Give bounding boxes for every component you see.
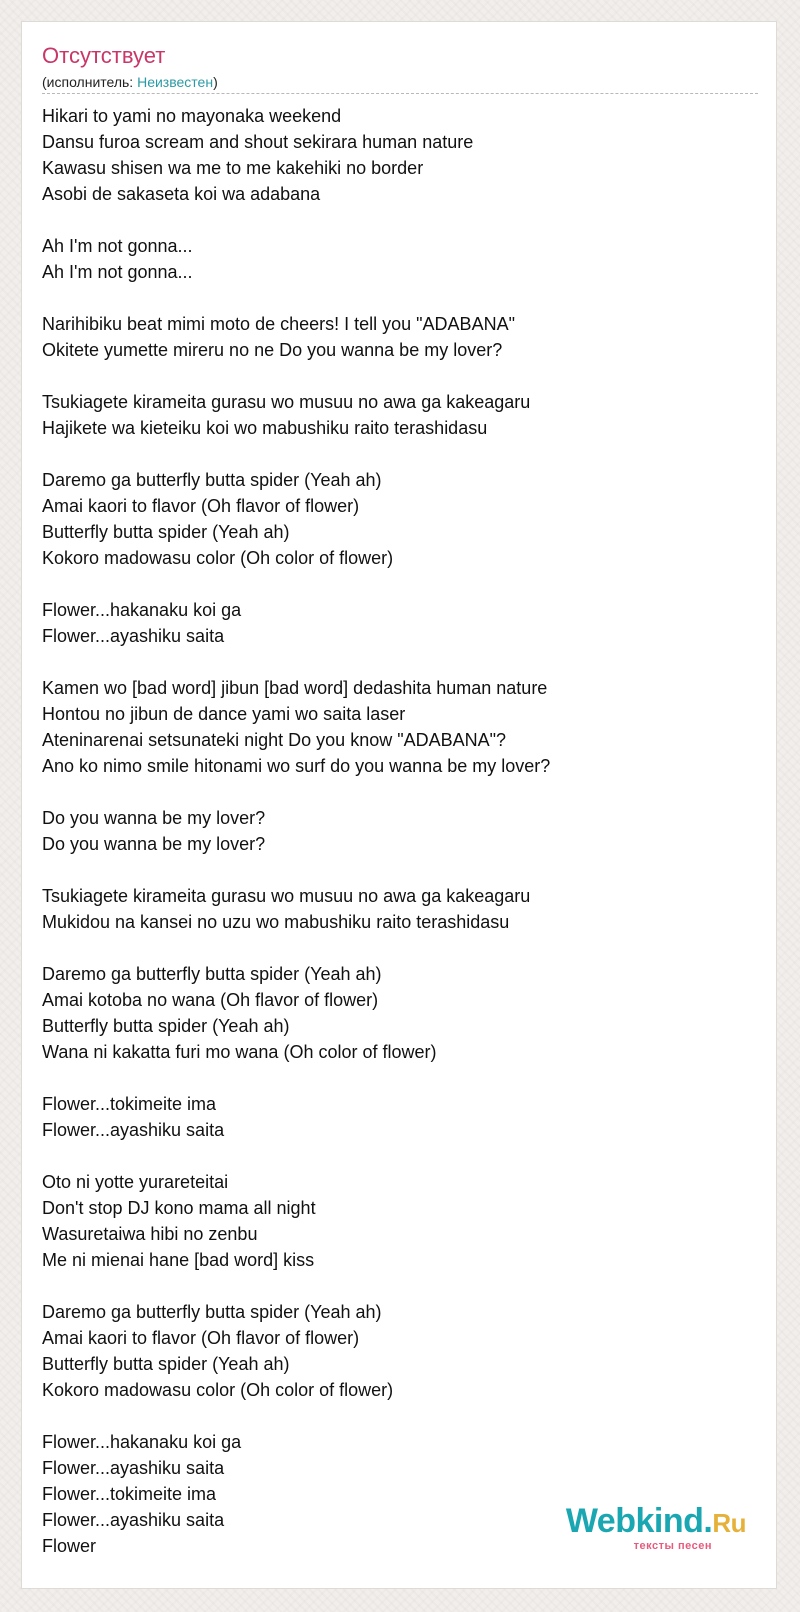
lyric-line: Butterfly butta spider (Yeah ah): [42, 1016, 290, 1036]
lyric-line: Flower: [42, 1536, 97, 1556]
song-title: Отсутствует: [42, 43, 166, 68]
stanza-break: [42, 857, 757, 883]
lyric-line: Kawasu shisen wa me to me kakehiki no border: [42, 158, 424, 178]
lyric-line: Hontou no jibun de dance yami wo saita laser: [42, 704, 406, 724]
stanza-break: [42, 363, 757, 389]
logo-tld: Ru: [712, 1508, 746, 1538]
lyric-line: Me ni mienai hane [bad word] kiss: [42, 1250, 315, 1270]
lyric-line: Okitete yumette mireru no ne Do you wanna be my lover?: [42, 340, 503, 360]
lyric-line: Asobi de sakaseta koi wa adabana: [42, 184, 321, 204]
lyric-line: Daremo ga butterfly butta spider (Yeah ah): [42, 1302, 382, 1322]
lyric-line: Kokoro madowasu color (Oh color of flower): [42, 1380, 394, 1400]
stanza-break: [42, 649, 757, 675]
lyric-line: Do you wanna be my lover?: [42, 808, 266, 828]
lyric-line: Kamen wo [bad word] jibun [bad word] dedashita human nature: [42, 678, 548, 698]
lyric-line: Flower...ayashiku saita: [42, 626, 225, 646]
lyric-line: Flower...ayashiku saita: [42, 1510, 225, 1530]
lyric-line: Daremo ga butterfly butta spider (Yeah ah): [42, 964, 382, 984]
stanza-break: [42, 207, 757, 233]
lyric-line: Dansu furoa scream and shout sekirara human nature: [42, 132, 474, 152]
stanza-break: [42, 1143, 757, 1169]
stanza-break: [42, 779, 757, 805]
artist-link[interactable]: Неизвестен: [137, 74, 214, 90]
lyric-line: Narihibiku beat mimi moto de cheers! I tell you "ADABANA": [42, 314, 515, 334]
stanza-break: [42, 1065, 757, 1091]
logo-brand: Webkind: [565, 1502, 704, 1540]
title-divider: [42, 93, 758, 94]
lyric-line: Flower...hakanaku koi ga: [42, 600, 242, 620]
lyric-line: Flower...ayashiku saita: [42, 1458, 225, 1478]
artist-line: [42, 73, 218, 91]
lyric-line: Wasuretaiwa hibi no zenbu: [42, 1224, 258, 1244]
site-logo[interactable]: [566, 1504, 746, 1552]
lyric-line: Amai kotoba no wana (Oh flavor of flower): [42, 990, 379, 1010]
lyric-line: Mukidou na kansei no uzu wo mabushiku raito terashidasu: [42, 912, 510, 932]
lyric-line: Hajikete wa kieteiku koi wo mabushiku raito terashidasu: [42, 418, 488, 438]
lyric-line: Kokoro madowasu color (Oh color of flower): [42, 548, 394, 568]
stanza-break: [42, 935, 757, 961]
lyric-line: Ah I'm not gonna...: [42, 236, 193, 256]
lyrics-card: [21, 21, 777, 1589]
lyric-line: Ano ko nimo smile hitonami wo surf do you wanna be my lover?: [42, 756, 551, 776]
stanza-break: [42, 1273, 757, 1299]
lyric-line: Butterfly butta spider (Yeah ah): [42, 522, 290, 542]
lyric-line: Hikari to yami no mayonaka weekend: [42, 106, 342, 126]
lyric-line: Flower...ayashiku saita: [42, 1120, 225, 1140]
artist-prefix: (исполнитель:: [42, 74, 138, 90]
lyric-line: Butterfly butta spider (Yeah ah): [42, 1354, 290, 1374]
lyric-line: Tsukiagete kirameita gurasu wo musuu no awa ga kakeagaru: [42, 392, 531, 412]
lyric-line: Amai kaori to flavor (Oh flavor of flower): [42, 1328, 360, 1348]
lyric-line: Flower...tokimeite ima: [42, 1094, 217, 1114]
lyric-line: Amai kaori to flavor (Oh flavor of flower): [42, 496, 360, 516]
lyric-line: Ateninarenai setsunateki night Do you know "ADABANA"?: [42, 730, 507, 750]
artist-suffix: ): [213, 74, 218, 90]
stanza-break: [42, 441, 757, 467]
lyrics-text: [42, 103, 757, 1559]
logo-wordmark: [566, 1504, 746, 1540]
lyric-line: Do you wanna be my lover?: [42, 834, 266, 854]
lyric-line: Oto ni yotte yurareteitai: [42, 1172, 229, 1192]
logo-tagline: тексты песен: [633, 1540, 712, 1552]
lyric-line: Flower...tokimeite ima: [42, 1484, 217, 1504]
lyric-line: Ah I'm not gonna...: [42, 262, 193, 282]
stanza-break: [42, 285, 757, 311]
lyric-line: Don't stop DJ kono mama all night: [42, 1198, 316, 1218]
stanza-break: [42, 1403, 757, 1429]
logo-dot: .: [703, 1502, 713, 1540]
lyric-line: Tsukiagete kirameita gurasu wo musuu no awa ga kakeagaru: [42, 886, 531, 906]
lyric-line: Wana ni kakatta furi mo wana (Oh color of flower): [42, 1042, 437, 1062]
lyric-line: Daremo ga butterfly butta spider (Yeah ah): [42, 470, 382, 490]
stanza-break: [42, 571, 757, 597]
lyric-line: Flower...hakanaku koi ga: [42, 1432, 242, 1452]
